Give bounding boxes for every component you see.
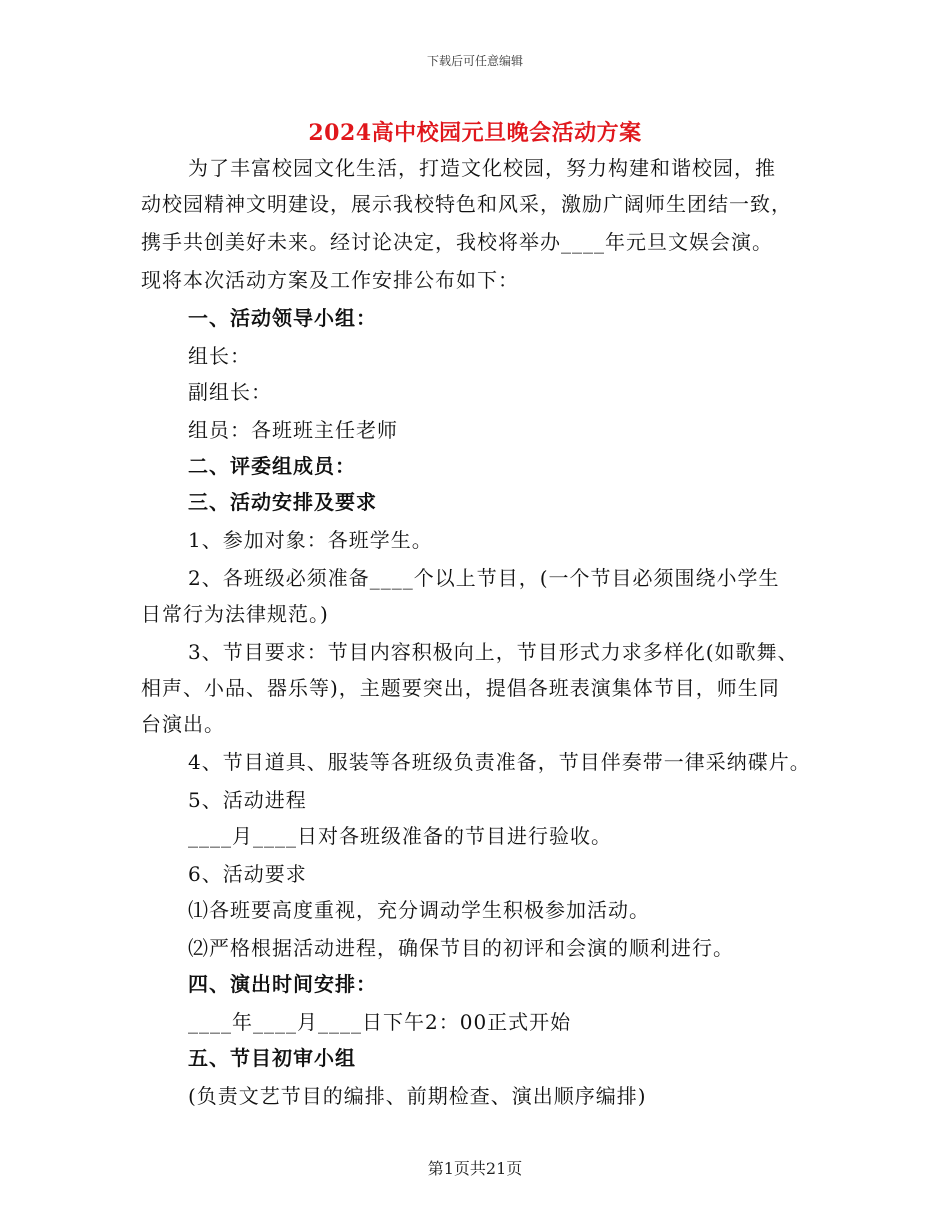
item-2-line-1: 2、各班级必须准备____个以上节目，(一个节目必须围绕小学生 [188, 566, 780, 590]
intro-line-1: 为了丰富校园文化生活，打造文化校园，努力构建和谐校园，推 [188, 156, 776, 180]
intro-line-3: 携手共创美好未来。经讨论决定，我校将举办____年元旦文娱会演。 [141, 230, 773, 254]
page-number-footer: 第1页共21页 [427, 1159, 523, 1178]
item-3-line-3: 台演出。 [141, 712, 225, 736]
intro-line-4: 现将本次活动方案及工作安排公布如下： [141, 268, 519, 292]
item-3-line-1: 3、节目要求：节目内容积极向上，节目形式力求多样化(如歌舞、 [188, 640, 799, 664]
item-6-2: ⑵严格根据活动进程，确保节目的初评和会演的顺利进行。 [188, 936, 734, 960]
item-5: 5、活动进程 [188, 788, 307, 812]
item-6-1: ⑴各班要高度重视，充分调动学生积极参加活动。 [188, 898, 650, 922]
item-2-line-2: 日常行为法律规范。) [141, 602, 329, 626]
item-4: 4、节目道具、服装等各班级负责准备，节目伴奏带一律采纳碟片。 [188, 750, 811, 774]
item-3-line-2: 相声、小品、器乐等)，主题要突出，提倡各班表演集体节目，师生同 [141, 676, 780, 700]
vice-leader-line: 副组长： [188, 380, 272, 404]
section-4-heading: 四、演出时间安排： [188, 972, 377, 996]
document-title: 2024高中校园元旦晚会活动方案 [308, 120, 642, 146]
section-5-heading: 五、节目初审小组 [188, 1046, 356, 1070]
section-2-heading: 二、评委组成员： [188, 454, 356, 478]
item-6: 6、活动要求 [188, 862, 307, 886]
leader-line: 组长： [188, 344, 251, 368]
item-1: 1、参加对象：各班学生。 [188, 528, 433, 552]
intro-line-2: 动校园精神文明建设，展示我校特色和风采，激励广阔师生团结一致， [141, 192, 792, 216]
header-note: 下载后可任意编辑 [426, 54, 523, 68]
section-1-heading: 一、活动领导小组： [188, 306, 377, 330]
performance-time: ____年____月____日下午2：00正式开始 [188, 1010, 572, 1034]
members-line: 组员：各班班主任老师 [188, 418, 398, 442]
item-5-detail: ____月____日对各班级准备的节目进行验收。 [188, 824, 612, 848]
section-3-heading: 三、活动安排及要求 [188, 490, 377, 514]
section-5-detail: (负责文艺节目的编排、前期检查、演出顺序编排) [188, 1084, 647, 1108]
